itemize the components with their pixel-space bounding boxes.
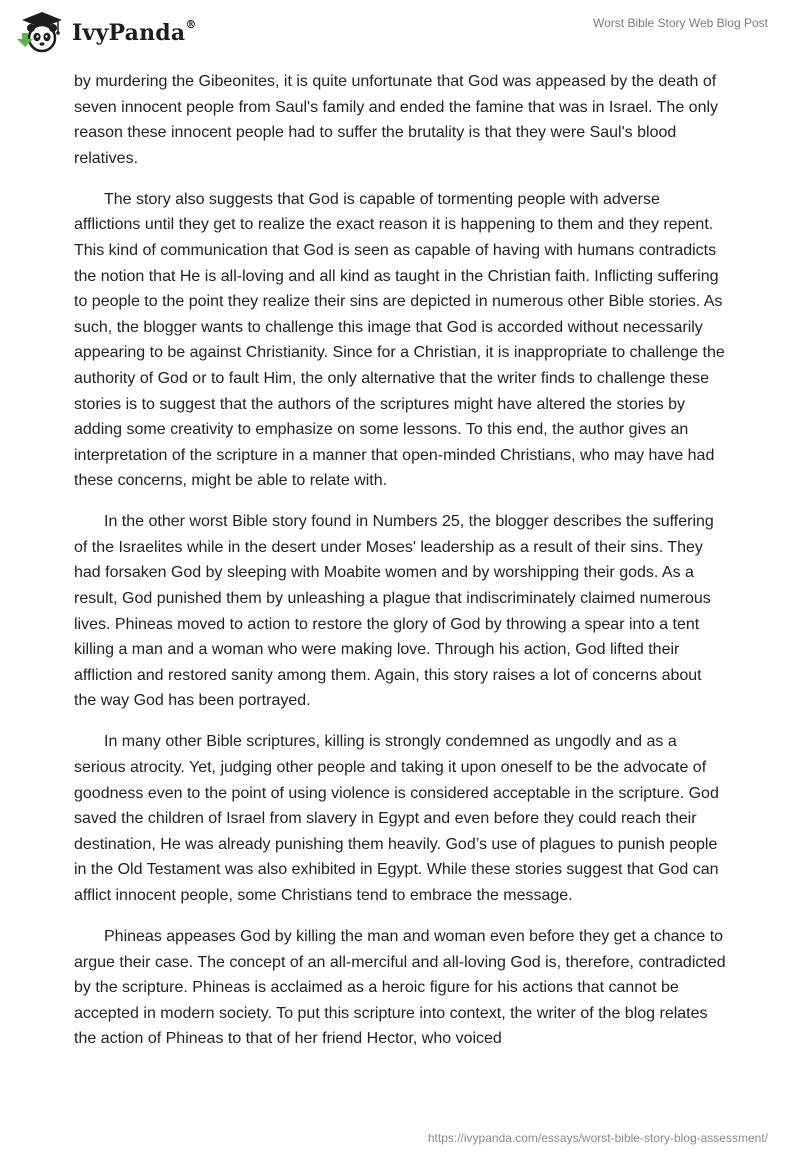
paragraph: The story also suggests that God is capable of tormenting people with adverse afflictions until they get to realize the exact reason it is happening to them and they repent. This kind of communication that God is seen as capable of having with humans contradicts the notion that He is all-loving and all kind as taught in the Christian faith. Inflicting suffering to people to the point they realize their sins are depicted in numerous other Bible stories. As such, the blogger wants to challenge this image that God is accorded without necessarily appearing to be against Christianity. Since for a Christian, it is inappropriate to challenge the authority of God or to fault Him, the only alternative that the writer finds to challenge these stories is to suggest that the authors of the scriptures might have altered the stories by adding some creativity to emphasize on some lessons. To this end, the author gives an interpretation of the scripture in a manner that open-minded Christians, who may have had these concerns, might be able to relate with. bbox=[74, 190, 725, 490]
paragraph: Phineas appeases God by killing the man and woman even before they get a chance to argue their case. The concept of an all-merciful and all-loving God is, therefore, contradicted by the scripture. Phineas is acclaimed as a heroic figure for his actions that cannot be accepted in modern society. To put this scripture into context, the writer of the blog relates the action of Phineas to that of her friend Hector, who voiced bbox=[74, 927, 726, 1048]
document-title: Worst Bible Story Web Blog Post bbox=[593, 16, 768, 30]
paragraph: In many other Bible scriptures, killing is strongly condemned as ungodly and as a serious atrocity. Yet, judging other people and taking it upon oneself to be the advocate of goodness even to the point of using violence is considered acceptable in the scripture. God saved the children of Israel from slavery in Egypt and even before they could reach their destination, He was already punishing them heavily. God’s use of plagues to punish people in the Old Testament was also exhibited in Egypt. While these stories suggest that God can afflict innocent people, some Christians tend to embrace the message. bbox=[74, 733, 719, 904]
registered-mark: ® bbox=[185, 17, 197, 31]
paragraph: In the other worst Bible story found in Numbers 25, the blogger describes the suffering of the Israelites while in the desert under Moses' leadership as a result of their sins. They had forsaken God by sleeping with Moabite women and by worshipping their gods. As a result, God punished them by unleashing a plague that indiscriminately claimed numerous lives. Phineas moved to action to restore the glory of God by throwing a spear into a tent killing a man and a woman who were making love. Through his action, God lifted their affliction and restored sanity among them. Again, this story raises a lot of concerns about the way God has been portrayed. bbox=[74, 513, 714, 710]
paragraph: by murdering the Gibeonites, it is quite unfortunate that God was appeased by the death of seven innocent people from Saul's family and ended the famine that was in Israel. The only reason these innocent people had to suffer the brutality is that they were Saul's blood relatives. bbox=[74, 73, 719, 167]
page-header bbox=[0, 0, 800, 60]
source-url-link[interactable]: https://ivypanda.com/essays/worst-bible-story-blog-assessment/ bbox=[427, 1131, 768, 1145]
panda-graduate-logo-icon bbox=[14, 8, 66, 54]
brand-name bbox=[72, 17, 197, 46]
brand-text: IvyPanda bbox=[72, 20, 186, 46]
essay-body bbox=[74, 69, 728, 1067]
brand-logo[interactable] bbox=[14, 8, 197, 54]
